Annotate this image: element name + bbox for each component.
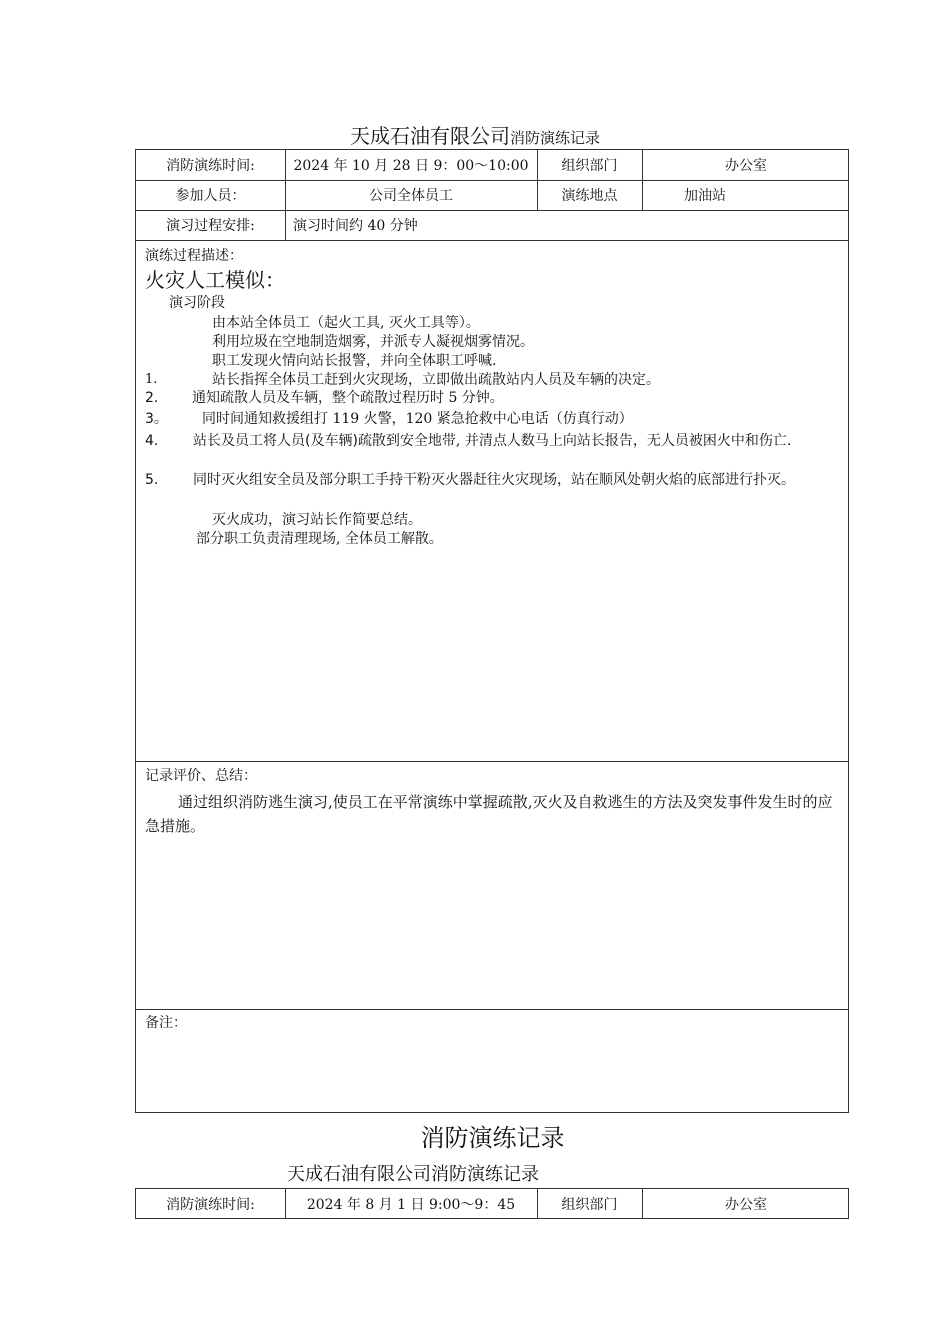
description-line: 职工发现火情向站长报警，并向全体职工呼喊. bbox=[212, 353, 497, 369]
step-text: 同时灭火组安全员及部分职工手持干粉灭火器赶往火灾现场，站在顺风处朝火焰的底部进行扑灭。 bbox=[193, 472, 795, 488]
step-number: 4. bbox=[145, 433, 159, 449]
remarks-label: 备注： bbox=[145, 1015, 187, 1031]
stage-label: 演习阶段 bbox=[169, 295, 225, 311]
company-title: 天成石油有限公司 bbox=[349, 124, 510, 148]
drill-time-value: 2024 年 10 月 28 日 9：00～10:00 bbox=[293, 158, 529, 174]
record-title-suffix: 消防演练记录 bbox=[509, 129, 600, 147]
schedule-label: 演习过程安排: bbox=[166, 218, 255, 234]
drill-time-value: 2024 年 8 月 1 日 9:00～9：45 bbox=[306, 1196, 516, 1213]
participants-value: 公司全体员工 bbox=[369, 188, 453, 204]
evaluation-text: 通过组织消防逃生演习,使员工在平常演练中掌握疏散,灭火及自救逃生的方法及突发事件发生时的应急措施。 bbox=[145, 793, 833, 835]
record-title bbox=[0, 122, 950, 152]
drill-time-label: 消防演练时间: bbox=[166, 158, 255, 174]
end-line: 部分职工负责清理现场, 全体员工解散。 bbox=[196, 531, 443, 547]
step-number: 3。 bbox=[145, 411, 168, 427]
description-line: 由本站全体员工（起火工具, 灭火工具等）。 bbox=[212, 315, 480, 331]
step-number: 2. bbox=[145, 390, 159, 406]
end-line: 灭火成功，演习站长作简要总结。 bbox=[212, 512, 422, 528]
step-text-rest: 安全地带, 并清点人数马上向站长报告，无人员被困火中和伤亡. bbox=[399, 433, 792, 449]
step-text: 通知疏散人员及车辆，整个疏散过程历时 5 分钟。 bbox=[192, 390, 504, 406]
location-value: 加油站 bbox=[684, 188, 726, 204]
drill-record-table bbox=[135, 149, 849, 1113]
evaluation-label: 记录评价、总结： bbox=[145, 768, 257, 784]
org-dept-label: 组织部门 bbox=[561, 158, 618, 174]
step-number: 5. bbox=[145, 472, 159, 488]
org-dept-value: 办公室 bbox=[725, 158, 767, 174]
org-dept-value: 办公室 bbox=[725, 1196, 767, 1213]
record2-sub-title: 天成石油有限公司消防演练记录 bbox=[287, 1164, 539, 1185]
step-text: 站长指挥全体员工赶到火灾现场，立即做出疏散站内人员及车辆的决定。 bbox=[212, 372, 660, 388]
org-dept-label: 组织部门 bbox=[561, 1196, 618, 1213]
schedule-value: 演习时间约 40 分钟 bbox=[293, 218, 418, 234]
description-line: 利用垃圾在空地制造烟雾，并派专人凝视烟雾情况。 bbox=[212, 334, 534, 350]
participants-label: 参加人员： bbox=[175, 188, 246, 204]
step-text-bold: 站长及员工将人员(及车辆)疏散到 bbox=[193, 433, 400, 449]
step-number: 1. bbox=[145, 372, 158, 387]
step-text: 同时间通知救援组打 119 火警，120 紧急抢救中心电话（仿真行动） bbox=[202, 411, 633, 427]
record2-main-title: 消防演练记录 bbox=[420, 1124, 565, 1152]
step-text bbox=[145, 431, 841, 451]
description-heading: 火灾人工模似： bbox=[145, 268, 285, 292]
drill-time-label: 消防演练时间: bbox=[166, 1196, 255, 1213]
location-label: 演练地点 bbox=[561, 188, 618, 204]
description-label: 演练过程描述： bbox=[145, 248, 243, 264]
drill-record-table-2 bbox=[135, 1188, 849, 1219]
